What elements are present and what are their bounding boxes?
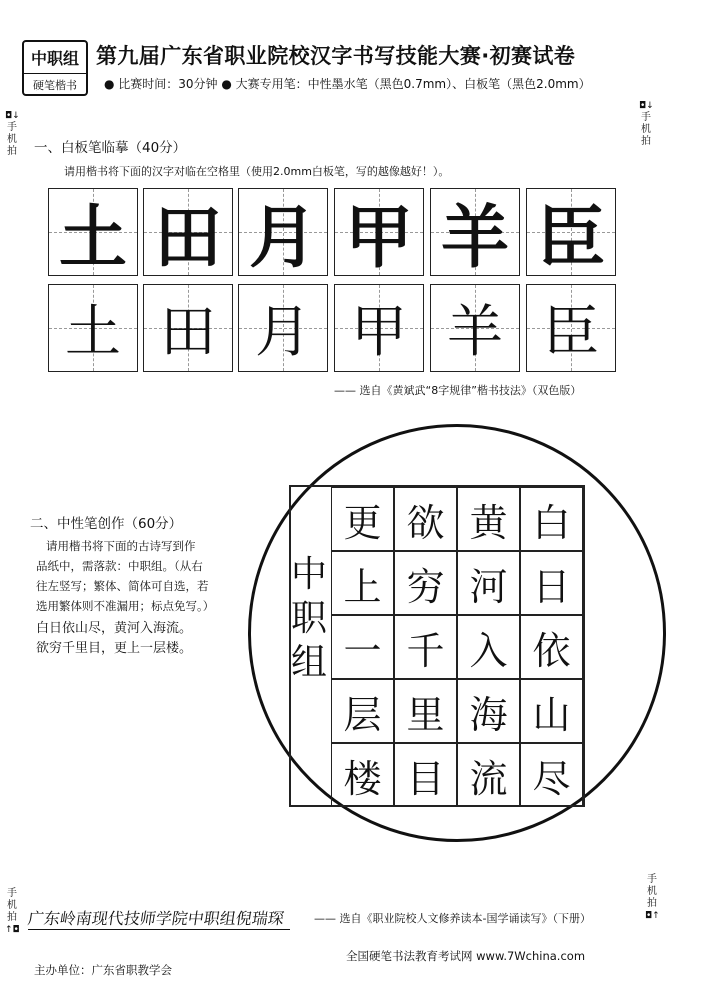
model-char: 田 [153, 197, 222, 276]
side-label-right-bottom [646, 874, 658, 922]
poem-line: 欲穷千里目，更上一层楼。 [36, 641, 193, 656]
poem-cell: 入 [457, 615, 520, 679]
footer-organizer: 主办单位：广东省职教学会 [34, 963, 172, 977]
poem-cell: 目 [394, 743, 457, 807]
model-cell [238, 188, 328, 276]
poem-cell: 河 [457, 551, 520, 615]
name-underline [28, 929, 290, 930]
copied-char: 羊 [447, 300, 503, 365]
category-badge [22, 40, 88, 96]
badge-style: 硬笔楷书 [33, 79, 77, 92]
poem-cell: 上 [331, 551, 394, 615]
handwritten-name: 广东岭南现代技师学院中职组倪瑞琛 [26, 909, 286, 928]
section2-source: —— 选自《职业院校人文修养读本-国学诵读写》（下册） [314, 912, 591, 925]
poem-cell: 一 [331, 615, 394, 679]
poem-cell: 尽 [520, 743, 583, 807]
poem-cell: 依 [520, 615, 583, 679]
model-char: 土 [58, 197, 127, 276]
copied-char: 田 [160, 300, 216, 365]
poem-line: 白日依山尽，黄河入海流。 [36, 621, 193, 636]
copy-cell [430, 284, 520, 372]
signature-char: 组 [290, 642, 327, 683]
copy-cell [238, 284, 328, 372]
signature-char: 职 [290, 598, 327, 639]
section2-heading: 二、中性笔创作（60分） [30, 516, 183, 532]
side-label-left-bottom [6, 888, 18, 936]
camera-icon: ↑◘ [5, 925, 20, 935]
poem-writing-grid [289, 485, 585, 807]
poem-cell: 更 [331, 487, 394, 551]
instruction-line: 往左竖写；繁体、简体可自选，若 [36, 579, 209, 593]
copied-char: 甲 [351, 300, 407, 365]
side-label-text: 手机拍 [641, 112, 651, 147]
camera-icon: ◘↓ [639, 101, 654, 111]
poem-cell: 欲 [394, 487, 457, 551]
instruction-line: 请用楷书将下面的古诗写到作 [46, 539, 196, 553]
side-label-right-top [640, 100, 652, 148]
poem-cell: 流 [457, 743, 520, 807]
exam-info: ● 比赛时间：30分钟 ● 大赛专用笔：中性墨水笔（黑色0.7mm）、白板笔（黑色2.0mm） [104, 77, 591, 91]
copy-cell [48, 284, 138, 372]
model-char: 月 [248, 197, 317, 276]
copied-char: 月 [255, 300, 311, 365]
model-char: 甲 [344, 197, 413, 276]
poem-cell: 白 [520, 487, 583, 551]
poem-cell: 日 [520, 551, 583, 615]
model-char: 羊 [440, 197, 509, 276]
side-label-left-top [6, 110, 18, 158]
footer-website: 全国硬笔书法教育考试网 www.7Wchina.com [346, 949, 586, 963]
side-label-text: 手机拍 [7, 888, 17, 923]
section2-instruction [36, 536, 242, 616]
poem-cell: 层 [331, 679, 394, 743]
section1-source: —— 选自《黄斌武“8字规律”楷书技法》（双色版） [334, 384, 582, 397]
model-cell [430, 188, 520, 276]
side-label-text: 手机拍 [7, 122, 17, 157]
page-title: 第九届广东省职业院校汉字书写技能大赛·初赛试卷 [96, 44, 576, 68]
poem-cell: 里 [394, 679, 457, 743]
model-cell [143, 188, 233, 276]
instruction-line: 品纸中，需落款：中职组。（从右 [36, 559, 203, 573]
model-cell [334, 188, 424, 276]
copy-cell [334, 284, 424, 372]
model-cell [526, 188, 616, 276]
poem-cell: 千 [394, 615, 457, 679]
instruction-line: 选用繁体则不准漏用；标点免写。） [36, 599, 215, 613]
camera-icon: ◘↓ [5, 111, 20, 121]
copy-practice-grid [48, 188, 616, 374]
copied-char: 臣 [543, 300, 599, 365]
poem-cell: 穷 [394, 551, 457, 615]
poem-cell: 楼 [331, 743, 394, 807]
model-cell [48, 188, 138, 276]
copied-char: 土 [65, 300, 121, 365]
poem-cell: 黄 [457, 487, 520, 551]
signature-char: 中 [290, 554, 327, 595]
copy-cell [143, 284, 233, 372]
poem-cell: 山 [520, 679, 583, 743]
camera-icon: ◘↑ [645, 911, 660, 921]
side-label-text: 手机拍 [647, 874, 657, 909]
section1-heading: 一、白板笔临摹（40分） [34, 140, 187, 156]
copy-cell [526, 284, 616, 372]
section1-instruction: 请用楷书将下面的汉字对临在空格里（使用2.0mm白板笔，写的越像越好！）。 [64, 165, 450, 178]
model-char: 臣 [536, 197, 605, 276]
badge-group: 中职组 [24, 42, 86, 74]
poem-cell: 海 [457, 679, 520, 743]
signature-column [289, 553, 329, 685]
